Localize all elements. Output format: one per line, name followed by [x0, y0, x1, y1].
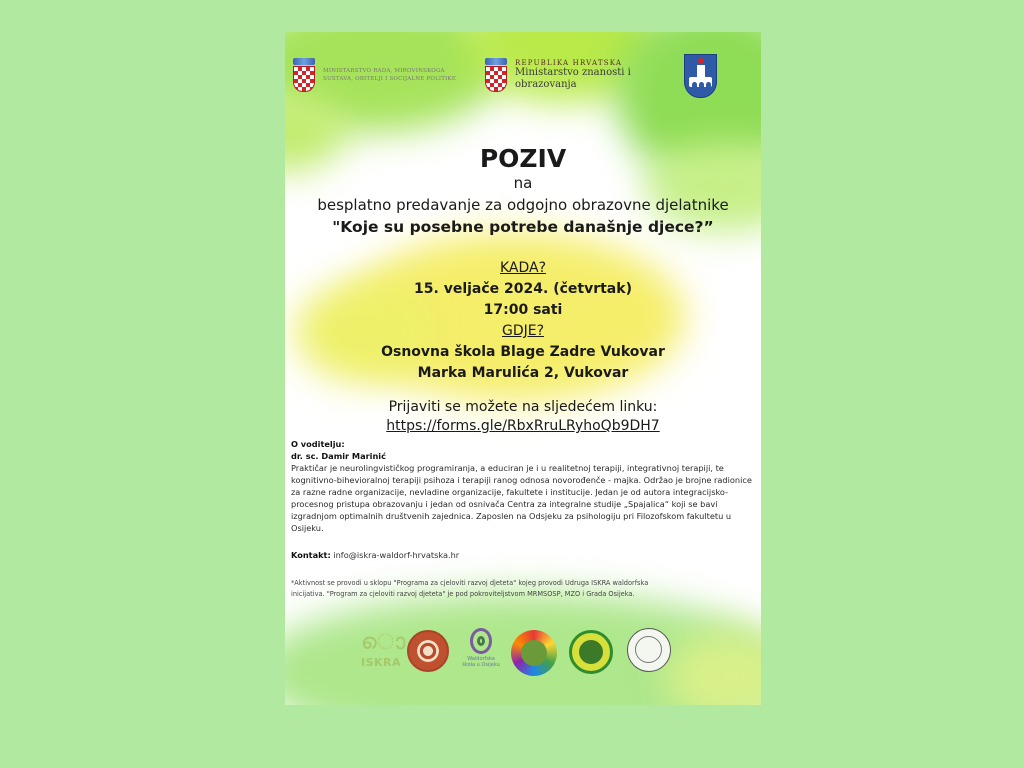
contact-label: Kontakt: — [291, 550, 331, 560]
partner-logos — [361, 624, 681, 684]
where-label: GDJE? — [501, 323, 545, 339]
registration-link[interactable]: https://forms.gle/RbxRruLRyhoQb9DH7 — [386, 418, 660, 434]
speaker-bio — [291, 438, 757, 534]
ministry-science-line3: obrazovanja — [515, 79, 577, 90]
poster-title: POZIV — [479, 144, 567, 173]
colorful-kids-logo-icon — [511, 630, 557, 676]
ministry-science-line2: Ministarstvo znanosti i — [515, 67, 631, 78]
ministry-labour-line2: SUSTAVA, OBITELJI I SOCIJALNE POLITIKE — [323, 76, 457, 82]
when-label: KADA? — [499, 260, 547, 276]
contact-line — [291, 550, 459, 560]
lecture-topic: "Koje su posebne potrebe današnje djece?” — [332, 218, 714, 236]
registration-text: Prijaviti se možete na sljedećem linku: — [388, 399, 658, 415]
invitation-poster — [285, 32, 761, 705]
ministry-science-line1: REPUBLIKA HRVATSKA — [515, 59, 623, 67]
event-time: 17:00 sati — [483, 302, 563, 318]
event-venue: Osnovna škola Blage Zadre Vukovar — [381, 344, 665, 360]
mandala-logo-icon — [407, 630, 449, 672]
ministry-labour-logo — [293, 58, 456, 92]
bio-text: Praktičar je neurolingvističkog programiranja, a educiran je i u realitetnoj terapiji, integrativnoj terapiji, te kognitivno-bihevioralnoj terapiji psihoza i terapiji ranog odnosa novorođenče - majka. Održao je brojne radionice za razne radne organizacije, nevladine organizacije, fakultete i institucije. Jedan je od autora integracijsko-procesnog pristupa obrazovanju i jedan od osnivača Centra za integralne studije „Spajalica“ koji se bavi izgradnjom optimalnih društvenih zajednica. Zaposlen na Odsjeku za psihologiju pri Filozofskom fakultetu u Osijeku. — [291, 463, 752, 533]
ministry-science-logo — [485, 58, 631, 92]
bio-heading: O voditelju: — [291, 439, 345, 449]
croatian-coat-of-arms-icon — [485, 58, 507, 92]
iskra-glyph: ൊ — [361, 630, 406, 655]
iskra-logo-icon — [361, 630, 406, 678]
akademija-seal-logo-icon — [627, 628, 671, 672]
speaker-name: dr. sc. Damir Marinić — [291, 451, 386, 461]
header-logos — [285, 54, 761, 104]
waldorf-spiral-logo-icon — [461, 628, 501, 680]
ministry-labour-line1: MINISTARSTVO RADA, MIROVINSKOGA — [323, 68, 445, 74]
iskra-label: ISKRA — [361, 656, 402, 669]
event-address: Marka Marulića 2, Vukovar — [417, 365, 629, 381]
tree-badge-logo-icon — [569, 630, 613, 674]
osijek-coat-of-arms-icon — [684, 54, 717, 98]
waldorf-label: Waldorfska škola u Osijeku — [462, 656, 500, 668]
croatian-coat-of-arms-icon — [293, 58, 315, 92]
poster-subtitle: besplatno predavanje za odgojno obrazovne djelatnike — [317, 196, 729, 214]
poster-na: na — [513, 174, 533, 192]
event-date: 15. veljače 2024. (četvrtak) — [414, 281, 632, 297]
contact-email[interactable]: info@iskra-waldorf-hrvatska.hr — [333, 550, 460, 560]
footnote: *Aktivnost se provodi u sklopu "Programa za cjeloviti razvoj djeteta" kojeg provodi Udruga ISKRA waldorfska inicijativa. "Program za cjeloviti razvoj djeteta" je pod pokroviteljstvom MRMSOSP, MZO i Grada Osijeka. — [291, 579, 649, 598]
